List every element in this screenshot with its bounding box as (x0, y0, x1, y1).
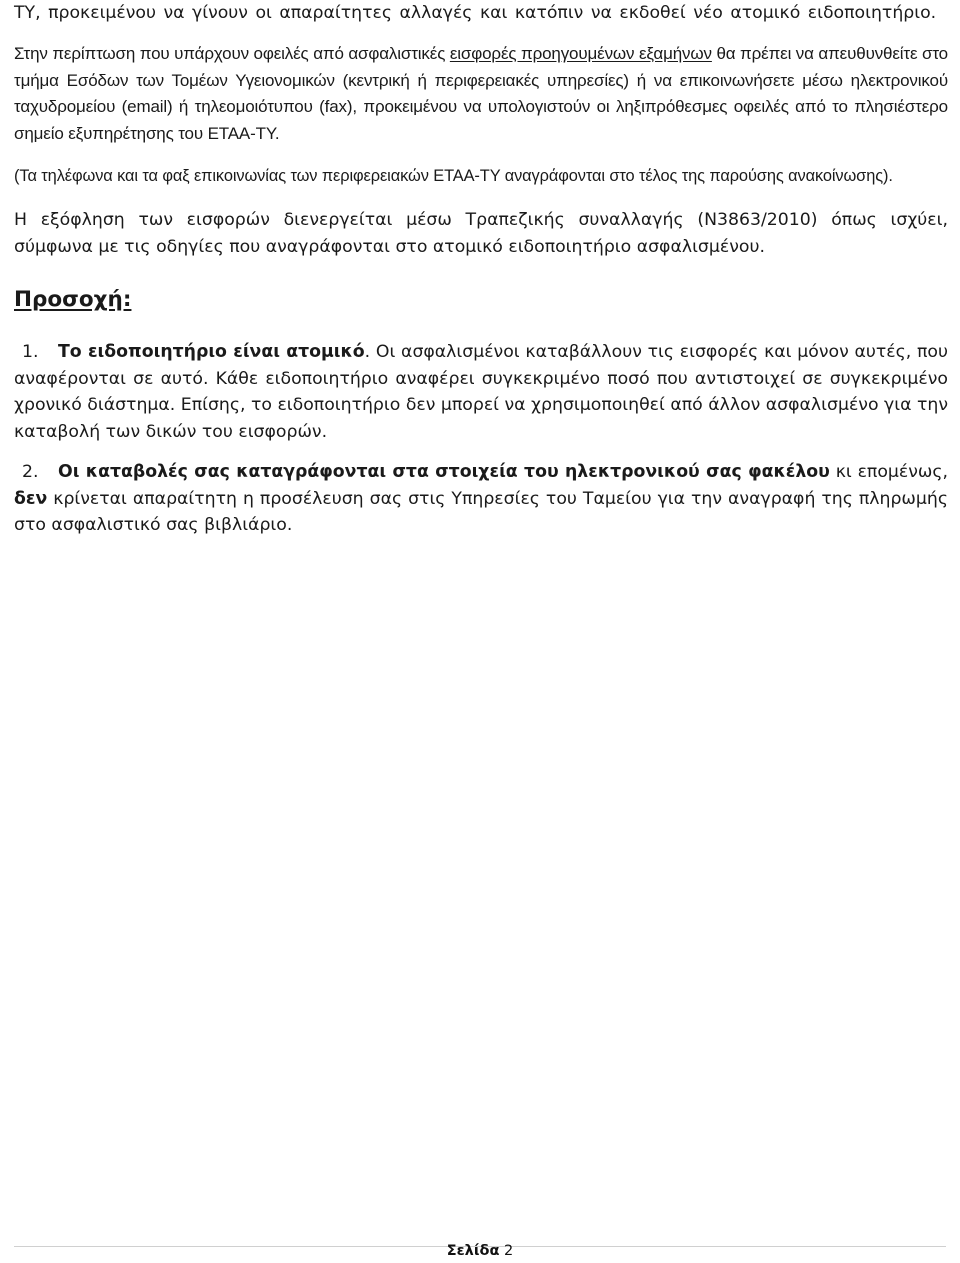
paragraph-overdue-contributions (14, 41, 948, 147)
page-number: 2 (504, 1243, 514, 1259)
paragraph-text: θα πρέπει να απευθυνθείτε στο τμήμα Εσόδων των Τομέων Υγειονομικών (κεντρική ή περιφερειακές υπηρεσίες) ή να επικοινωνήσετε μέσω ηλεκτρονικού ταχυδρομείου (email) ή τηλεομοιότυπου (fax), προκειμένου να υπολογιστούν οι ληξιπρόθεσμες οφειλές από το πλησιέστερο σημείο εξυπηρέτησης του ΕΤΑΑ-ΤΥ. (14, 44, 948, 143)
underlined-phrase: εισφορές προηγουμένων εξαμήνων (449, 44, 712, 63)
list-item-number: 1. (22, 342, 39, 362)
list-item (14, 459, 948, 539)
list-item-bold: Το ειδοποιητήριο είναι ατομικό (58, 342, 365, 362)
list-item-text: κρίνεται απαραίτητη η προσέλευση σας στις Υπηρεσίες του Ταμείου για την αναγραφή της πληρωμής στο ασφαλιστικό σας βιβλιάριο. (14, 488, 948, 535)
page-label: Σελίδα (446, 1243, 500, 1259)
page-footer (0, 1243, 960, 1259)
list-item-bold: Οι καταβολές σας καταγράφονται στα στοιχεία του ηλεκτρονικού σας φακέλου (58, 462, 830, 482)
paragraph-payment: Η εξόφληση των εισφορών διενεργείται μέσω Τραπεζικής συναλλαγής (Ν3863/2010) όπως ισχύει, σύμφωνα με τις οδηγίες που αναγράφονται στο ατομικό ειδοποιητήριο ασφαλισμένου. (14, 210, 948, 257)
list-item-text: . Οι ασφαλισμένοι καταβάλλουν τις εισφορές και μόνον αυτές, που αναφέρονται σε αυτό. Κάθε ειδοποιητήριο αναφέρει συγκεκριμένο ποσό που αντιστοιχεί σε συγκεκριμένο χρονικό διάστημα. Επίσης, το ειδοποιητήριο δεν μπορεί να χρησιμοποιηθεί από άλλον ασφαλισμένο για την καταβολή των δικών του εισφορών. (14, 342, 948, 442)
paragraph-continuation: ΤΥ, προκειμένου να γίνουν οι απαραίτητες αλλαγές και κατόπιν να εκδοθεί νέο ατομικό ειδοποιητήριο. (14, 3, 937, 23)
warning-heading: Προσοχή: (14, 287, 132, 312)
list-item-text: κι επομένως, (829, 462, 949, 482)
paragraph-contact-note: (Τα τηλέφωνα και τα φαξ επικοινωνίας των περιφερειακών ΕΤΑΑ-ΤΥ αναγράφονται στο τέλος της παρούσης ανακοίνωσης). (14, 167, 893, 185)
list-item (14, 339, 948, 445)
list-item-number: 2. (22, 462, 39, 482)
document-page (14, 0, 948, 539)
list-item-bold: δεν (14, 488, 48, 509)
paragraph-text: Στην περίπτωση που υπάρχουν οφειλές από ασφαλιστικές (14, 44, 450, 63)
